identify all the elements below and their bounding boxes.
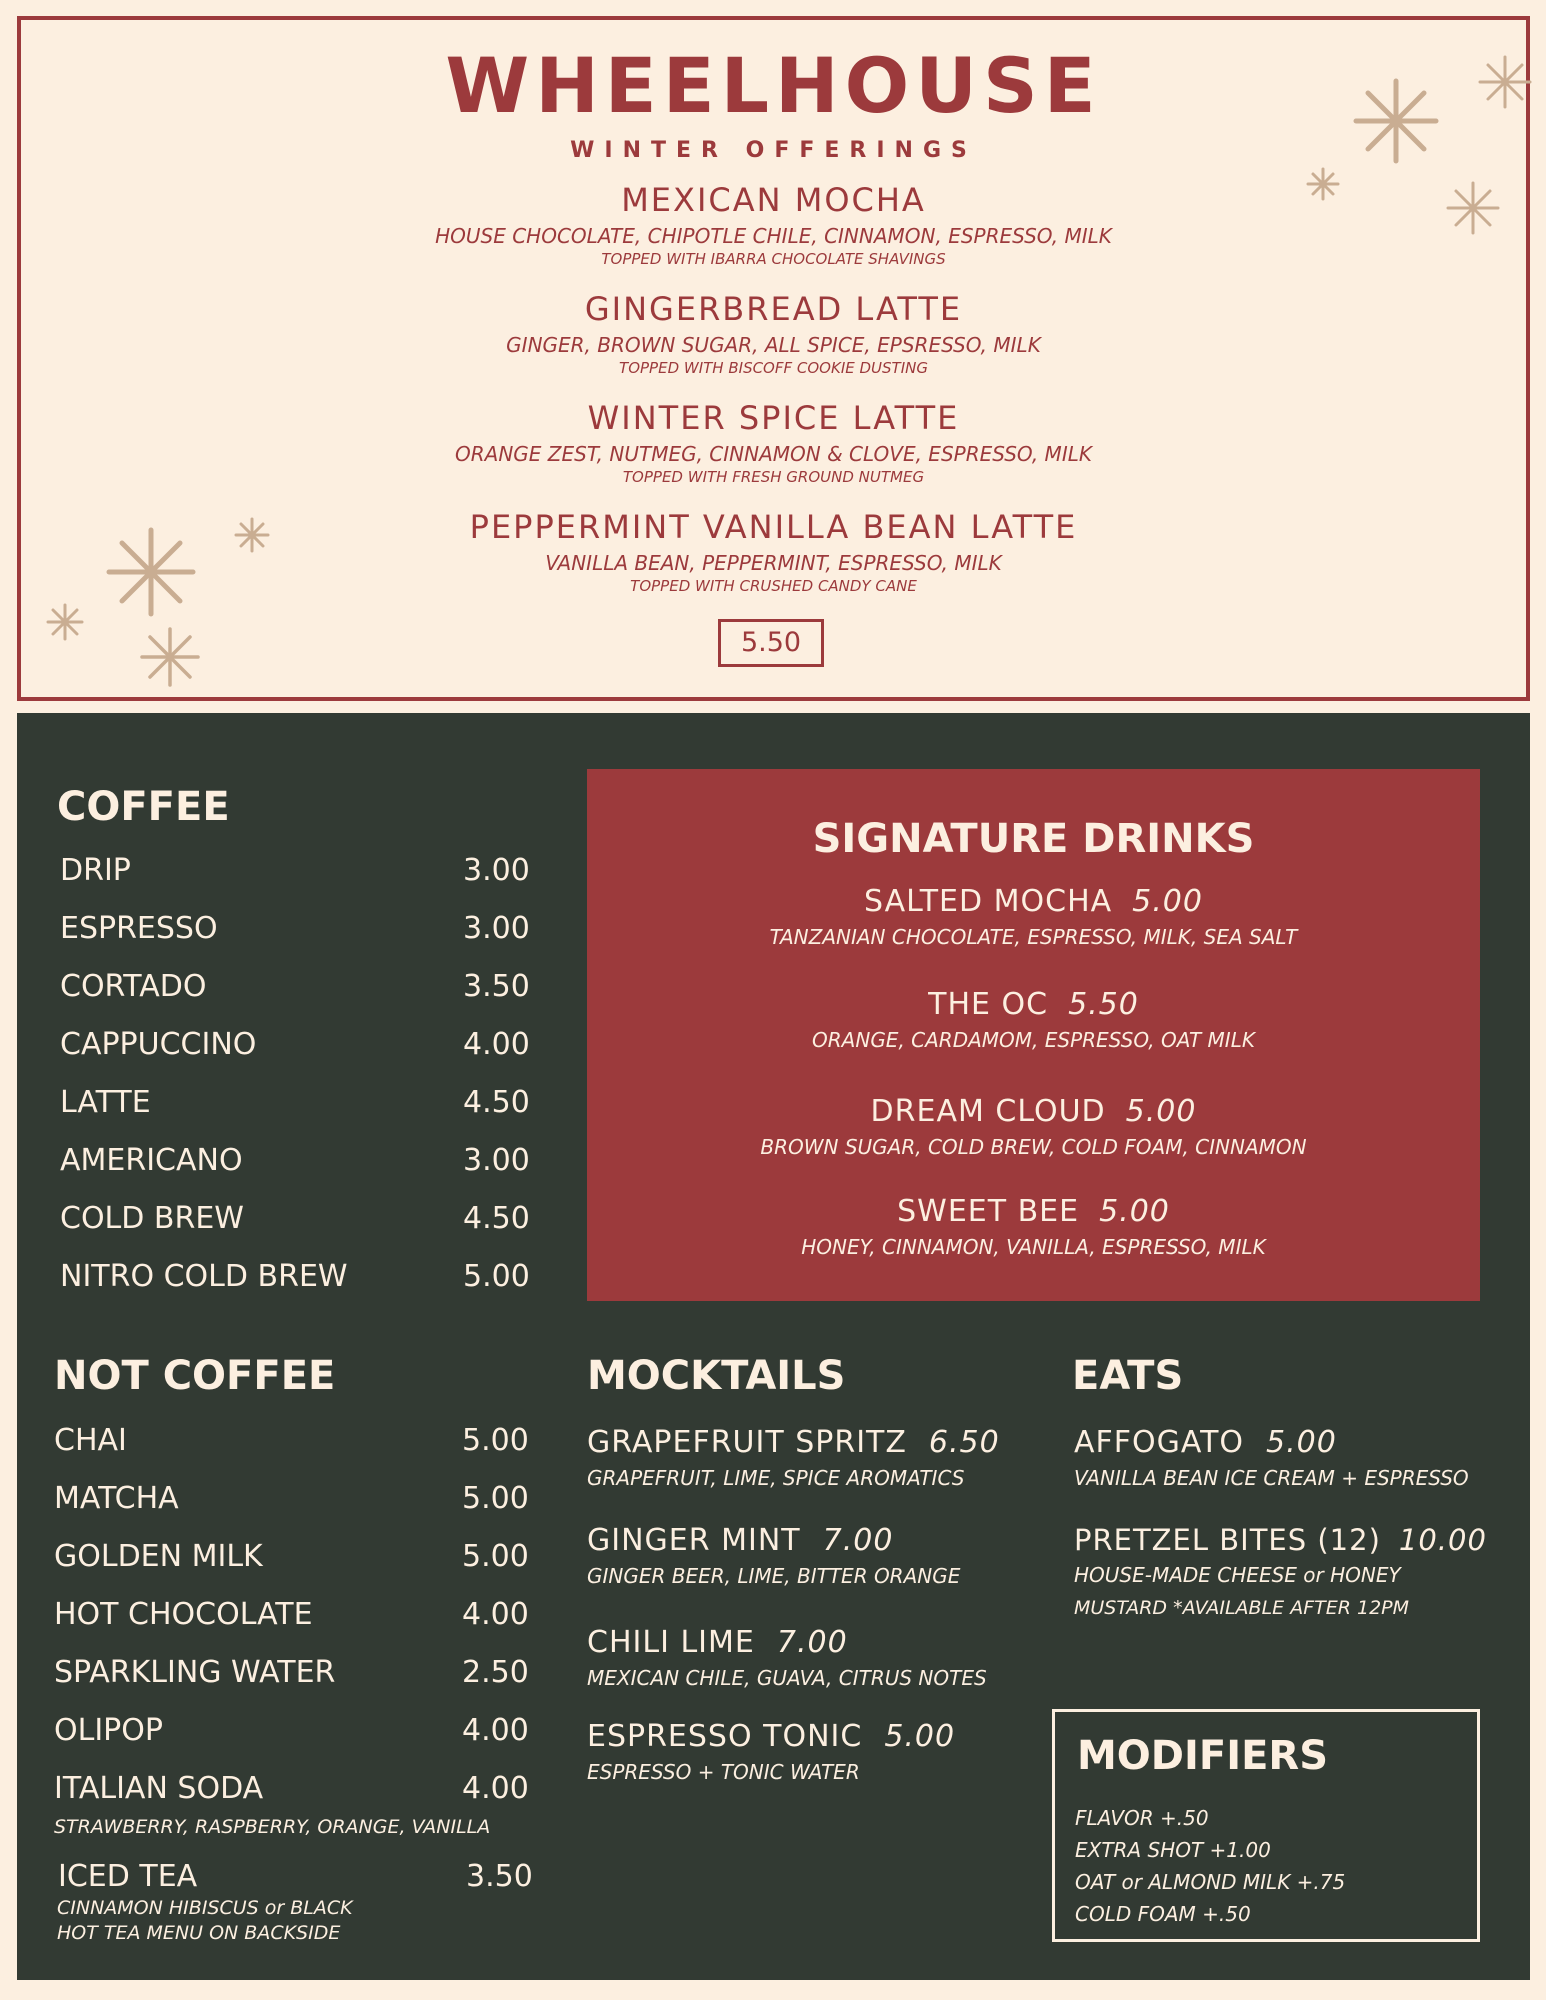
item-desc: MEXICAN CHILE, GUAVA, CITRUS NOTES [587,1666,987,1690]
item-price: 5.00 [463,1259,530,1294]
winter-item-topping: TOPPED WITH BISCOFF COOKIE DUSTING [619,359,928,377]
item-name: OLIPOP [54,1713,163,1748]
signature-item [587,884,1480,949]
item-price: 4.00 [462,1713,529,1748]
modifier-line: EXTRA SHOT +1.00 [1075,1838,1271,1862]
snowflake-icon [1305,166,1341,202]
item-name: LATTE [60,1085,151,1120]
coffee-section-title: COFFEE [57,784,230,830]
item-price: 5.00 [462,1423,529,1458]
signature-drinks-panel [587,769,1480,1301]
mocktails-section-title: MOCKTAILS [587,1353,846,1399]
winter-item-name: MEXICAN MOCHA [621,181,926,219]
item-name: GRAPEFRUIT SPRITZ [587,1425,907,1460]
item-price: 3.50 [466,1859,533,1894]
mocktail-item [587,1425,1000,1490]
item-price: 4.50 [463,1201,530,1236]
item-price: 3.50 [463,969,530,1004]
item-desc: GRAPEFRUIT, LIME, SPICE AROMATICS [587,1466,965,1490]
eats-item [1074,1425,1469,1490]
winter-item-topping: TOPPED WITH IBARRA CHOCOLATE SHAVINGS [601,250,946,268]
item-name: GINGER MINT [587,1523,801,1558]
item-price: 3.00 [463,1143,530,1178]
item-name: THE OC [928,987,1049,1022]
item-price: 10.00 [1398,1523,1487,1557]
modifier-line: OAT or ALMOND MILK +.75 [1075,1870,1346,1894]
item-name: DRIP [60,853,131,888]
iced-tea-note: HOT TEA MENU ON BACKSIDE [57,1922,341,1944]
not-coffee-section-title: NOT COFFEE [54,1353,336,1399]
item-price: 3.00 [463,911,530,946]
snowflake-icon [139,626,201,688]
item-desc: TANZANIAN CHOCOLATE, ESPRESSO, MILK, SEA SALT [769,925,1298,949]
item-price: 5.00 [462,1539,529,1574]
modifiers-box [1052,1709,1480,1942]
winter-item-name: PEPPERMINT VANILLA BEAN LATTE [469,508,1078,546]
winter-item-topping: TOPPED WITH FRESH GROUND NUTMEG [622,468,925,486]
item-name: GOLDEN MILK [54,1539,263,1574]
mocktail-item [587,1625,987,1690]
item-price: 2.50 [462,1655,529,1690]
item-price: 5.00 [1125,1094,1197,1129]
item-name: CORTADO [60,969,207,1004]
item-price: 6.50 [928,1425,1000,1460]
mocktail-item [587,1719,956,1784]
italian-soda-flavors: STRAWBERRY, RASPBERRY, ORANGE, VANILLA [54,1816,491,1838]
item-price: 7.00 [822,1523,894,1558]
winter-item [21,181,1526,268]
item-price: 5.00 [1099,1194,1170,1229]
item-name: CAPPUCCINO [60,1027,257,1062]
modifier-line: FLAVOR +.50 [1075,1806,1209,1830]
winter-item [21,399,1526,486]
winter-item-desc: VANILLA BEAN, PEPPERMINT, ESPRESSO, MILK [545,551,1002,575]
item-price: 5.00 [1132,884,1203,919]
modifier-line: COLD FOAM +.50 [1075,1902,1251,1926]
snowflake-icon [1445,180,1501,236]
item-desc: ORANGE, CARDAMOM, ESPRESSO, OAT MILK [812,1028,1255,1052]
winter-item-name: WINTER SPICE LATTE [587,399,960,437]
item-desc: VANILLA BEAN ICE CREAM + ESPRESSO [1074,1466,1469,1490]
item-name: ESPRESSO [60,911,218,946]
winter-item-topping: TOPPED WITH CRUSHED CANDY CANE [630,577,917,595]
item-name: CHILI LIME [587,1625,755,1660]
item-name: CHAI [54,1423,127,1458]
winter-item-desc: HOUSE CHOCOLATE, CHIPOTLE CHILE, CINNAMON, ESPRESSO, MILK [435,224,1112,248]
item-name: NITRO COLD BREW [60,1259,348,1294]
snowflake-icon [1477,54,1533,110]
item-name: SALTED MOCHA [864,884,1113,919]
winter-item-desc: ORANGE ZEST, NUTMEG, CINNAMON & CLOVE, ESPRESSO, MILK [455,442,1092,466]
item-name: AFFOGATO [1074,1425,1245,1460]
winter-offerings-panel [17,16,1530,701]
winter-price-badge: 5.50 [718,619,824,667]
signature-item [587,1094,1480,1159]
item-name: ICED TEA [58,1859,198,1894]
winter-item [21,290,1526,377]
item-name: COLD BREW [60,1201,244,1236]
item-name: HOT CHOCOLATE [54,1597,313,1632]
item-desc: GINGER BEER, LIME, BITTER ORANGE [587,1564,961,1588]
item-name: SWEET BEE [897,1194,1080,1229]
item-desc: HOUSE-MADE CHEESE or HONEY [1074,1563,1401,1587]
item-price: 4.00 [462,1771,529,1806]
item-desc: ESPRESSO + TONIC WATER [587,1760,860,1784]
item-price: 4.50 [463,1085,530,1120]
item-price: 5.00 [462,1481,529,1516]
item-desc: HONEY, CINNAMON, VANILLA, ESPRESSO, MILK [801,1235,1266,1259]
snowflake-icon [105,526,197,618]
signature-item [587,987,1480,1052]
item-name: DREAM CLOUD [870,1094,1106,1129]
item-name: AMERICANO [60,1143,243,1178]
item-price: 5.00 [884,1719,956,1754]
brand-title: WHEELHOUSE [445,41,1102,130]
item-price: 5.50 [1068,987,1139,1022]
item-name: MATCHA [54,1481,179,1516]
signature-section-title: SIGNATURE DRINKS [812,816,1255,862]
item-price: 4.00 [463,1027,530,1062]
main-menu-panel [17,713,1530,1980]
signature-item [587,1194,1480,1259]
snowflake-icon [45,602,85,642]
winter-tagline: WINTER OFFERINGS [570,138,977,163]
item-price: 7.00 [776,1625,848,1660]
item-desc: MUSTARD *AVAILABLE AFTER 12PM [1074,1597,1410,1619]
item-name: PRETZEL BITES (12) [1074,1523,1381,1557]
winter-item-desc: GINGER, BROWN SUGAR, ALL SPICE, EPSRESSO, MILK [506,333,1041,357]
item-name: ESPRESSO TONIC [587,1719,863,1754]
item-price: 3.00 [463,853,530,888]
item-price: 4.00 [462,1597,529,1632]
item-desc: BROWN SUGAR, COLD BREW, COLD FOAM, CINNAMON [760,1135,1307,1159]
snowflake-icon [233,516,271,554]
item-price: 5.00 [1266,1425,1337,1460]
iced-tea-note: CINNAMON HIBISCUS or BLACK [57,1897,353,1919]
item-name: SPARKLING WATER [54,1655,336,1690]
eats-section-title: EATS [1072,1353,1184,1399]
modifiers-title: MODIFIERS [1077,1733,1329,1779]
eats-item [1074,1523,1487,1619]
winter-item-name: GINGERBREAD LATTE [584,290,963,328]
item-name: ITALIAN SODA [54,1771,264,1806]
snowflake-icon [1351,76,1441,166]
mocktail-item [587,1523,961,1588]
